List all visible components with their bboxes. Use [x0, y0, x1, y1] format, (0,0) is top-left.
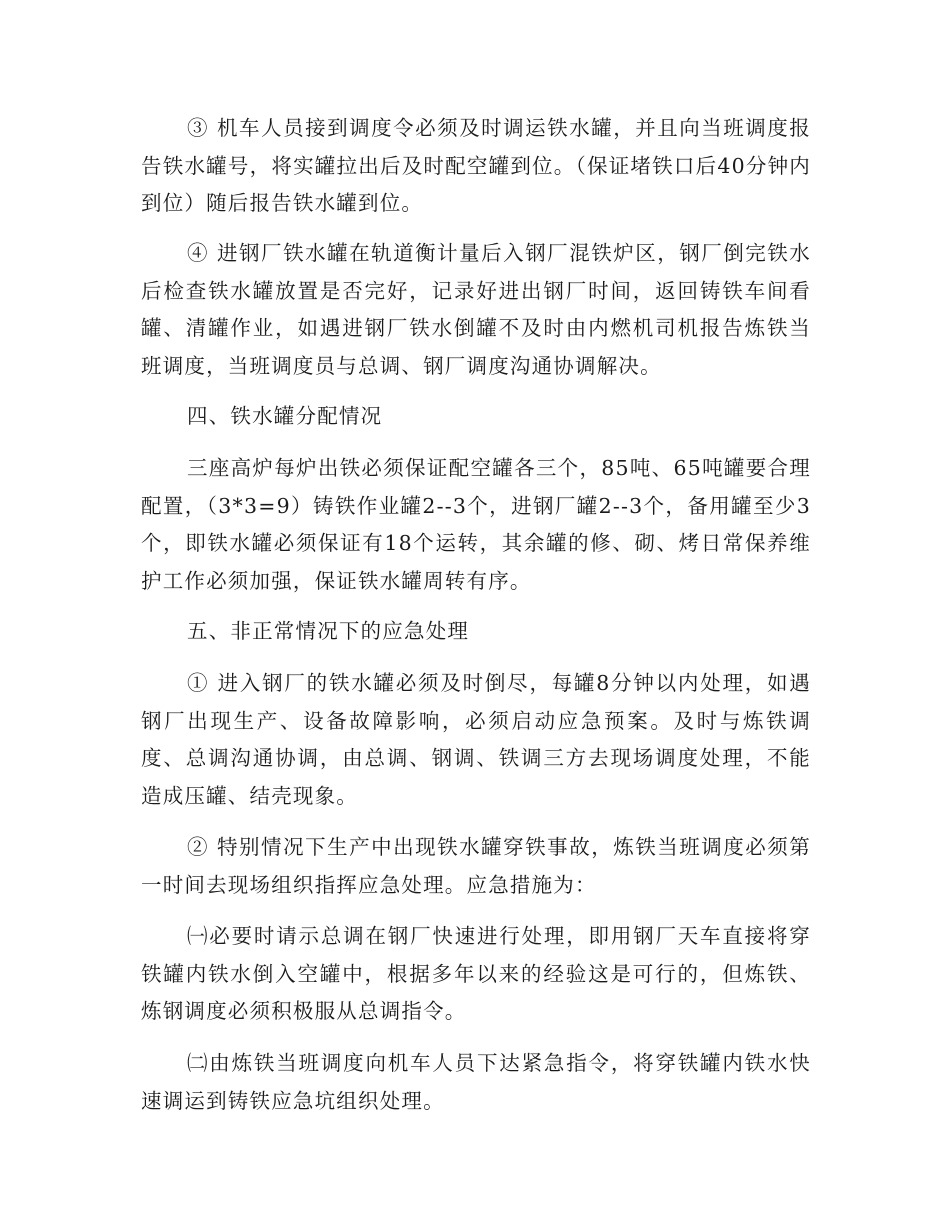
paragraph-emergency-1: ① 进入钢厂的铁水罐必须及时倒尽，每罐8分钟以内处理，如遇钢厂出现生产、设备故障影响，必须启动应急预案。及时与炼铁调度、总调沟通协调，由总调、钢调、铁调三方去现场调度处理，不能造成压罐、结壳现象。: [141, 671, 811, 808]
section-heading-5: 五、非正常情况下的应急处理: [187, 619, 470, 643]
paragraph-measure-1: ㈠必要时请示总调在钢厂快速进行处理，即用钢厂天车直接将穿铁罐内铁水倒入空罐中，根据多年以来的经验这是可行的，但炼铁、炼钢调度必须积极服从总调指令。: [141, 924, 811, 1023]
paragraph-steel-plant-return: ④ 进钢厂铁水罐在轨道衡计量后入钢厂混铁炉区，钢厂倒完铁水后检查铁水罐放置是否完好，记录好进出钢厂时间，返回铸铁车间看罐、清罐作业，如遇进钢厂铁水倒罐不及时由内燃机司机报告炼铁当班调度，当班调度员与总调、钢厂调度沟通协调解决。: [141, 241, 811, 378]
paragraph-measure-2: ㈡由炼铁当班调度向机车人员下达紧急指令，将穿铁罐内铁水快速调运到铸铁应急坑组织处理。: [141, 1051, 811, 1113]
section-heading-4: 四、铁水罐分配情况: [187, 404, 383, 428]
paragraph-ladle-allocation: 三座高炉每炉出铁必须保证配空罐各三个，85吨、65吨罐要合理配置，（3*3=9）铸铁作业罐2--3个，进钢厂罐2--3个，备用罐至少3个，即铁水罐必须保证有18个运转，其余罐的修、砌、烤日常保养维护工作必须加强，保证铁水罐周转有序。: [141, 456, 811, 593]
paragraph-emergency-2: ② 特别情况下生产中出现铁水罐穿铁事故，炼铁当班调度必须第一时间去现场组织指挥应急处理。应急措施为：: [141, 835, 811, 897]
paragraph-locomotive-dispatch: ③ 机车人员接到调度令必须及时调运铁水罐，并且向当班调度报告铁水罐号，将实罐拉出后及时配空罐到位。（保证堵铁口后40分钟内到位）随后报告铁水罐到位。: [141, 116, 811, 215]
